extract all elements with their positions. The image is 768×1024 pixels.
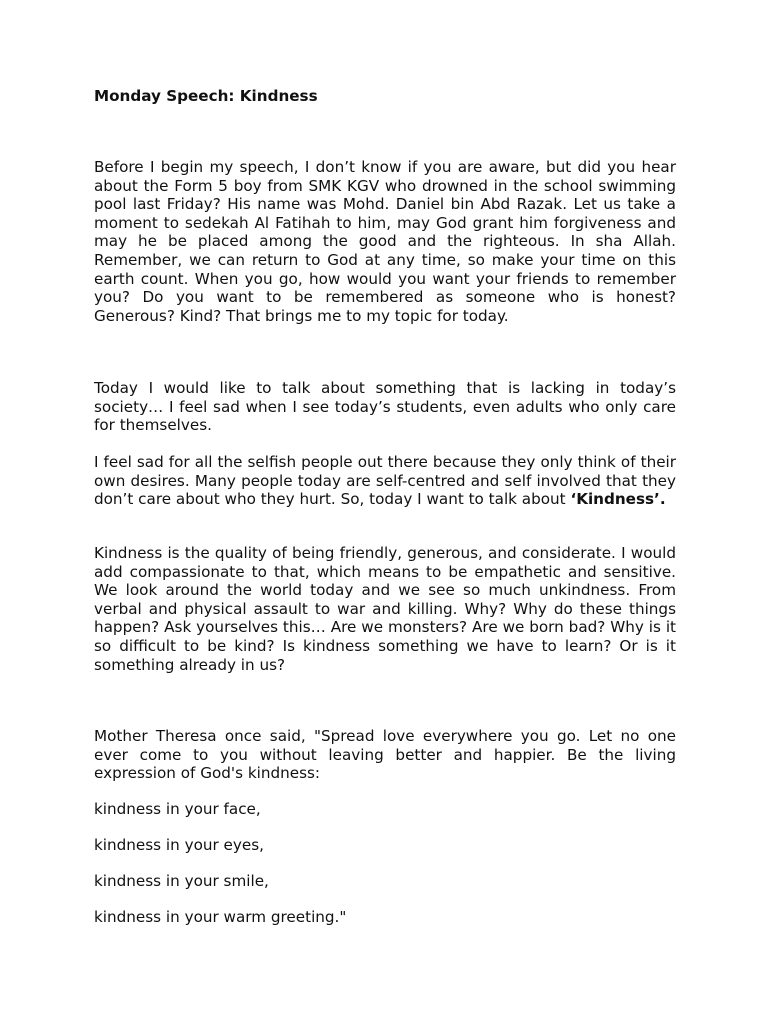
quote-line: kindness in your smile, — [94, 872, 269, 890]
topic-paragraph: Today I would like to talk about something that is lacking in today’s society… I feel sad when I see today’s students, even adults who only care for themselves. — [94, 379, 676, 435]
quote-line: kindness in your eyes, — [94, 836, 264, 854]
kindness-emphasis: ‘Kindness’. — [570, 490, 666, 509]
document-title: Monday Speech: Kindness — [94, 87, 318, 105]
quote-paragraph: Mother Theresa once said, "Spread love everywhere you go. Let no one ever come to you without leaving better and happier. Be the living expression of God's kindness: — [94, 727, 676, 783]
quote-line: kindness in your warm greeting." — [94, 908, 347, 926]
intro-paragraph: Before I begin my speech, I don’t know if you are aware, but did you hear about the Form 5 boy from SMK KGV who drowned in the school swimming pool last Friday? His name was Mohd. Daniel bin Abd Razak. Let us take a moment to sedekah Al Fatihah to him, may God grant him forgiveness and may he be placed among the good and the righteous. In sha Allah. Remember, we can return to God at any time, so make your time on this earth count. When you go, how would you want your friends to remember you? Do you want to be remembered as someone who is honest? Generous? Kind? That brings me to my topic for today. — [94, 158, 676, 325]
quote-line: kindness in your face, — [94, 800, 261, 818]
definition-paragraph: Kindness is the quality of being friendly, generous, and considerate. I would add compassionate to that, which means to be empathetic and sensitive. We look around the world today and we see so much unkindness. From verbal and physical assault to war and killing. Why? Why do these things happen? Ask yourselves this… Are we monsters? Are we born bad? Why is it so difficult to be kind? Is kindness something we have to learn? Or is it something already in us? — [94, 544, 676, 674]
selfish-paragraph — [94, 453, 676, 509]
selfish-paragraph-text: I feel sad for all the selfish people out there because they only think of their own desires. Many people today are self-centred and self involved that they don’t care about who they hurt. So, today I want to talk about — [94, 453, 676, 509]
